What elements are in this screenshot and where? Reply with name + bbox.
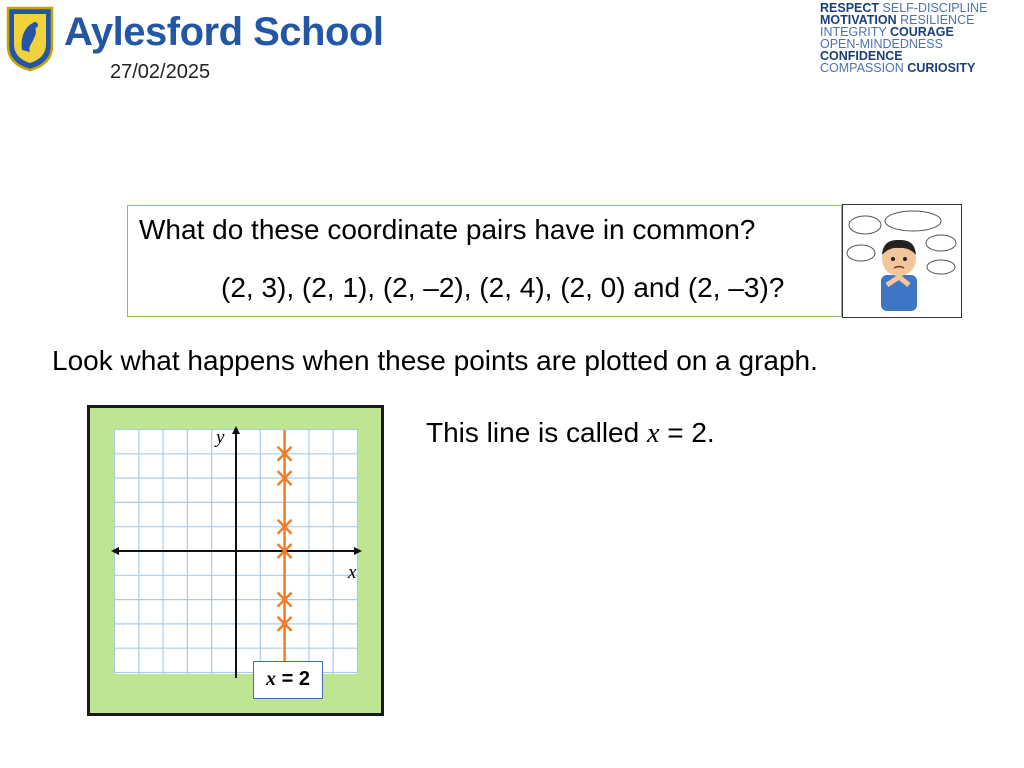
values-line	[820, 62, 1020, 74]
equation-value: = 2	[276, 668, 310, 690]
school-crest-icon	[6, 6, 54, 72]
question-prompt: What do these coordinate pairs have in common?	[139, 214, 756, 245]
equation-label	[253, 661, 323, 699]
instruction-text: Look what happens when these points are plotted on a graph.	[52, 345, 818, 376]
value-word: CURIOSITY	[907, 61, 976, 75]
question-box	[127, 205, 842, 317]
graph-canvas	[90, 408, 381, 713]
x-axis-label: x	[348, 562, 357, 583]
value-word: CONFIDENCE	[820, 49, 903, 63]
school-values-logo	[820, 2, 1020, 74]
caption-variable: x	[646, 418, 660, 449]
equation-variable: x	[266, 668, 277, 690]
value-word: RESPECT	[820, 1, 880, 15]
thinking-boy-image	[842, 204, 962, 318]
caption-value: = 2.	[659, 417, 715, 448]
coordinate-graph	[87, 405, 384, 716]
value-word: RESILIENCE	[900, 13, 975, 27]
school-name: Aylesford School	[64, 10, 384, 54]
value-word: SELF-DISCIPLINE	[882, 1, 988, 15]
value-word: INTEGRITY	[820, 25, 887, 39]
line-caption	[426, 417, 715, 450]
slide-date: 27/02/2025	[110, 61, 211, 83]
thinking-boy-icon	[843, 205, 960, 316]
y-axis-label: y	[216, 427, 225, 448]
caption-text: This line is called	[426, 417, 647, 448]
value-word: MOTIVATION	[820, 13, 897, 27]
coordinate-pairs: (2, 3), (2, 1), (2, –2), (2, 4), (2, 0) and (2, –3)?	[221, 272, 785, 303]
value-word: OPEN-MINDEDNESS	[820, 37, 943, 51]
value-word: COMPASSION	[820, 61, 904, 75]
value-word: COURAGE	[889, 25, 954, 39]
